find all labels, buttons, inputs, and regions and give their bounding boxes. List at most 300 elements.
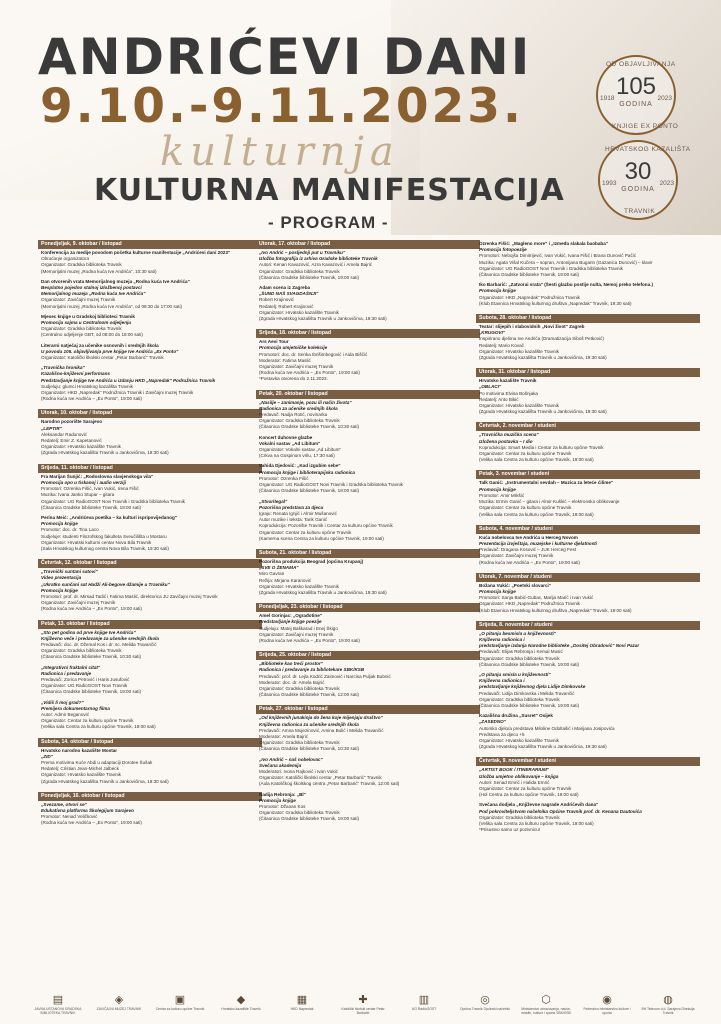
event-line: Organizator: UG RadioGOST Novi Travnik i Gradska biblioteka Travnik bbox=[41, 498, 185, 504]
event-entry bbox=[256, 338, 480, 385]
event-line: Sudjeluju: Matej Baškarad i Enej Škigo bbox=[259, 625, 338, 631]
event-line: Redatelj: Cristian Jean-Michel Jalbeck bbox=[41, 766, 119, 772]
sponsor-caption: ZAVIČAJNI MUZEJ TRAVNIK bbox=[96, 1007, 142, 1011]
event-line: (Čitaonica Gradske biblioteke Travnik, 18:00 sati) bbox=[259, 488, 360, 494]
event-line: Aleksandar Radunović bbox=[41, 431, 87, 437]
event-entry bbox=[38, 801, 262, 830]
sponsor-logo bbox=[91, 994, 147, 1011]
event-line: Organizator: Gradska biblioteka Travnik bbox=[259, 740, 340, 746]
sponsor-logo bbox=[30, 994, 86, 1015]
event-line: (Rodna kuća Ive Andrića – „Ex Ponto", 19:00 sati) bbox=[259, 637, 360, 643]
event-line: „Ukratko sunčani sat Hadži Ali-begove džamije u Travniku" bbox=[41, 581, 170, 587]
event-line: „Travnička hronika" bbox=[41, 365, 85, 371]
day-header: Subota, 4. novembar / studeni bbox=[476, 525, 700, 534]
day-section bbox=[38, 240, 262, 405]
event-line: „Vidiš li moj grad?" bbox=[41, 699, 84, 705]
event-entry bbox=[476, 240, 700, 281]
event-line: Organizator: Hrvatsko kazalište Travnik bbox=[259, 583, 339, 589]
event-line: (Zgrada Hrvatskog kazališta Travnik u Jankovićima, 19:30 sati) bbox=[479, 355, 607, 361]
event-line: Redatelj: Mario Kovač bbox=[479, 342, 524, 348]
event-line: Kazališno-književni performans bbox=[41, 371, 110, 377]
event-line: Radionica i predavanje za bibliotekare SBK/KSB bbox=[259, 667, 365, 673]
event-entry bbox=[476, 630, 700, 671]
event-line: Predstava za djecu +5 bbox=[479, 731, 525, 737]
sponsor-caption: Federalno ministarstvo kulture i sporta bbox=[583, 1007, 631, 1015]
sponsor-logo bbox=[579, 994, 635, 1015]
event-line: (Rodna kuća Ive Andrića – „Ex Ponto", 19:00 sati) bbox=[259, 370, 360, 376]
event-line: Organizator: Gradska biblioteka Travnik bbox=[479, 814, 560, 820]
day-section bbox=[256, 651, 480, 701]
event-line: Organizator: Hrvatsko kazalište Travnik bbox=[41, 444, 121, 450]
anniversary-badge-105 bbox=[596, 55, 679, 135]
event-line: (Kamerna scena Centra za kulturu općine Travnik, 19:00 sati) bbox=[259, 535, 384, 541]
event-line: Predstavljanje knjige Ive Andrića u izdanju HKD „Napredak" Podružnica Travnik bbox=[41, 377, 216, 383]
day-header: Utorak, 10. oktobar / listopad bbox=[38, 409, 262, 418]
event-line: (Memorijalni muzej „Rodna kuća Ive Andrića", od 09:30 do 17:00 sati) bbox=[41, 303, 183, 309]
event-line: Predavač: Dragana Kosović – JUK Herceg Fest bbox=[479, 547, 577, 553]
event-line: Književno veče i predavanje za učenike srednjih škola bbox=[41, 635, 159, 641]
event-line: Pozorišna predstava za djecu bbox=[259, 504, 324, 510]
event-line: Sudjeluje: studenti Filozofskog fakulteta Sveučilišta u Mostaru bbox=[41, 533, 167, 539]
event-line: Organizator: Hrvatsko kazalište Travnik bbox=[479, 348, 559, 354]
program-label: - PROGRAM - bbox=[268, 213, 389, 232]
event-line: (Rodna kuća Ive Andrića – „Ex Ponto", 19:00 sati) bbox=[41, 820, 142, 826]
event-line: Promocija opo u tiskanoj i audio verziji bbox=[41, 479, 127, 485]
event-line: „Stvoritegal" bbox=[259, 498, 288, 504]
event-line: Redatelj: Anto Bikić bbox=[479, 396, 519, 402]
event-line: „Ivo Andrić – naš nobelovac" bbox=[259, 756, 323, 762]
event-line: Organizator: Gradska biblioteka Travnik bbox=[479, 655, 560, 661]
event-entry bbox=[256, 756, 480, 791]
program-column-3 bbox=[476, 240, 700, 840]
event-line: Organizator: Zavičajni muzej Travnik bbox=[41, 600, 116, 606]
event-line: (Čitaonica Gradske biblioteke Travnik, 19:00 sati) bbox=[259, 274, 360, 280]
event-line: (Zgrada Hrvatskog kazališta Travnik u Jankovićima, 19:30 sati) bbox=[259, 316, 387, 322]
event-line: Autor muzike i teksta: Tarik Ganić bbox=[259, 517, 328, 523]
sponsor-caption: Katolički školski centar Petar Barbarić bbox=[341, 1007, 385, 1015]
event-line: (Zgrada Hrvatskog kazališta Travnik u Jankovićima, 19:30 sati) bbox=[479, 744, 607, 750]
event-line: Organizator: Gradska biblioteka Travnik bbox=[41, 262, 122, 268]
subtitle: KULTURNA MANIFESTACIJA bbox=[94, 173, 565, 208]
sponsor-footer bbox=[0, 994, 721, 1024]
event-entry bbox=[476, 766, 700, 801]
sponsor-emblem-icon: ▥ bbox=[418, 994, 430, 1006]
day-header: Petak, 13. oktobar / listopad bbox=[38, 620, 262, 629]
event-line: Redatelj: Robert Krajinović bbox=[259, 303, 314, 309]
event-line: Moderator: Amela Bajrić bbox=[259, 733, 309, 739]
event-line: Ozrenka Fišić: „Magleno more" i „Izmeđa slakala baobaba" bbox=[479, 241, 608, 246]
event-line: „SVE O ŽENAMA" bbox=[259, 565, 299, 571]
sponsor-logo bbox=[518, 994, 574, 1015]
sponsor-caption: JAVNA USTANOVA GRADSKA BIBLIOTEKA TRAVNIK bbox=[34, 1007, 82, 1015]
event-line: Organizator: Katolički školski centar „Petar Barbarić" Travnik bbox=[41, 355, 164, 361]
event-line: Edukativna platforma Školegijum Sarajevo bbox=[41, 808, 134, 814]
event-entry bbox=[38, 278, 262, 313]
sponsor-logo bbox=[213, 994, 269, 1011]
sponsor-emblem-icon: ▦ bbox=[296, 994, 308, 1006]
event-line: Režija: Mirjana Karanović bbox=[259, 577, 312, 583]
event-line: „O pitanju besmisla u književnosti" bbox=[479, 630, 556, 636]
event-line: (Velika sala Centra za kulturu općine Travnik, 19:00 sati) bbox=[41, 724, 156, 730]
event-line: Konferencija za medije povodom početka kulturne manifestacije „Andrićevi dani 2023" bbox=[41, 250, 231, 255]
sponsor-emblem-icon: ◎ bbox=[480, 994, 490, 1006]
badge-year-right: 2023 bbox=[659, 180, 674, 187]
event-line: Organizator: Katolički školski centar „Petar Barbarić" Travnik bbox=[259, 775, 382, 781]
sponsor-emblem-icon: ◈ bbox=[114, 994, 124, 1006]
event-line: (Čitaonica Gradske biblioteke Travnik, 19:00 sati) bbox=[41, 689, 142, 695]
event-line: (Čitaonica Gradske biblioteke Travnik, 19:00 sati) bbox=[259, 816, 360, 822]
day-header: Subota, 21. oktobar / listopad bbox=[256, 549, 480, 558]
sponsor-logo bbox=[274, 994, 330, 1011]
badge-number: 30 bbox=[624, 158, 652, 185]
event-entry bbox=[38, 313, 262, 342]
day-section bbox=[476, 757, 700, 836]
event-line: Koprodukcija: Pozorište Travnik i Centar za kulturu općine Travnik bbox=[259, 523, 393, 529]
event-line: Organizator: Centar za kulturu općine Travnik bbox=[479, 451, 572, 457]
event-line: (Rodna kuća Ive Andrića – „Ex Ponto", 19:00 sati) bbox=[479, 559, 580, 565]
event-entry bbox=[38, 514, 262, 555]
event-line: Obraćanje organizatora bbox=[41, 256, 90, 262]
event-line: (Klub Etavnica Hrvatskog kulturnog društva „Napredak" Travnik, 19:00 sati) bbox=[479, 607, 632, 613]
day-section bbox=[38, 792, 262, 830]
event-entry bbox=[256, 249, 480, 284]
event-line: Promotori: Nebojša Dimitrijević, Ivan Vukić, Ivana Fišić i Brana Dunović Pačić bbox=[479, 253, 637, 259]
day-header: Subota, 28. oktobar / listopad bbox=[476, 314, 700, 323]
event-line: (Sala Hrvatskog kulturnog centra Nova Bila Travnik, 19:30 sati) bbox=[41, 545, 169, 551]
sponsor-logo bbox=[457, 994, 513, 1011]
event-line: Promotori: Sanja Babić-Gubac, Marija Marić i Ivan Vukić bbox=[479, 595, 594, 601]
badge-number: 105 bbox=[615, 73, 657, 100]
sponsor-caption: Ministarstvo obrazovanja, nauke, mladih, kulture i sporta SBK/KSB bbox=[521, 1007, 571, 1015]
event-line: „Integrativni fraktalni citat" bbox=[41, 664, 101, 670]
event-entry bbox=[38, 473, 262, 514]
sponsor-emblem-icon: ◍ bbox=[663, 994, 673, 1006]
badge-arc-text: HRVATSKOG KAZALIŠTA bbox=[605, 146, 691, 153]
event-line: Izložena postavka – I dio bbox=[479, 438, 533, 444]
event-entry bbox=[38, 699, 262, 734]
event-line: Amel Gorinjac: „Ograđotine" bbox=[259, 613, 322, 619]
event-line: *Postavka otvorena do 2.11.2023. bbox=[259, 376, 328, 382]
event-line: Po motivima Elvisa Bošnjaka bbox=[479, 390, 538, 396]
event-line: (Crkva na Gospinom vrilu, 17:30 sati) bbox=[259, 453, 335, 459]
event-line: Organizator: Hrvatsko kazalište Travnik bbox=[41, 772, 121, 778]
event-entry bbox=[476, 582, 700, 617]
event-entry bbox=[476, 431, 700, 466]
event-line: Vahida Djedović: „Kad izgubim sebe" bbox=[259, 463, 341, 469]
event-line: Mjesec knjige u Gradskoj biblioteci Travnik bbox=[41, 313, 135, 319]
event-line: Autori: Kenan Kavazović, Azra Kavazović i Amela Bajrić bbox=[259, 262, 373, 268]
program-column-2 bbox=[256, 240, 480, 830]
sponsor-emblem-icon: ✚ bbox=[358, 994, 368, 1006]
event-line: Moderatori: Ivona Rajković i Ivan Vukić bbox=[259, 769, 338, 774]
day-section bbox=[38, 620, 262, 734]
event-line: Prema motivima Kuće Abdi u adaptaciji Dorotee Šušak bbox=[41, 760, 153, 765]
day-header: Srijeda, 18. oktobar / listopad bbox=[256, 329, 480, 338]
sponsor-logo bbox=[152, 994, 208, 1011]
event-line: Teatar: slijepih i slabovidnih „Novi život" Zagreb bbox=[479, 324, 585, 330]
event-line: Pod pokroviteljstvom načelnika Općine Travnik prof. dr. Kenana Dautovića bbox=[479, 808, 642, 814]
sponsor-emblem-icon: ▤ bbox=[52, 994, 64, 1006]
event-line: Redatelj: Emir Z. Kapetanović bbox=[41, 438, 102, 444]
day-section bbox=[256, 603, 480, 647]
event-line: Koncert duhovne glazbe bbox=[259, 434, 313, 440]
event-line: Organizator: UG RadioGOST Novi Travnik bbox=[41, 683, 128, 689]
event-line: (Memorijalni muzej „Rodna kuća Ive Andrića", 10:30 sati) bbox=[41, 268, 157, 274]
sponsor-emblem-icon: ⬡ bbox=[541, 994, 551, 1006]
event-line: Moderator: doc. dr. Amela Bajrić bbox=[259, 679, 325, 685]
event-line: Autorsko djelo/a predstava Miloline Odoltašić i Marijana Josipovića bbox=[479, 725, 615, 731]
sponsor-caption: BH Telecom d.d. Sarajevo Direkcija Travnik bbox=[641, 1007, 695, 1015]
event-line: Hrvatsko kazalište Travnik bbox=[479, 378, 537, 384]
day-section bbox=[476, 470, 700, 520]
event-line: Igraju: Renata Ignjić i Almir Mušanović bbox=[259, 510, 337, 516]
event-line: Koprodukcija: Smart Media i Centar za kulturu općine Travnik bbox=[479, 444, 604, 450]
event-line: (Velika sala Centra za kulturu općine Travnik, 19:00 sati) bbox=[479, 821, 594, 827]
event-line: Memorijalnog muzeja „Rodna kuća Ive Andrića" bbox=[41, 291, 146, 297]
event-line: (Klub Etavnica Hrvatskog kulturnog društva „Napredak" Travnik, 19:30 sati) bbox=[479, 300, 632, 306]
day-header: Petak, 3. novembar / studeni bbox=[476, 470, 700, 479]
event-line: Radionica za učenike srednjih škola bbox=[259, 405, 338, 411]
badge-bottom-text: TRAVNIK bbox=[624, 208, 656, 215]
event-line: Prezentacija izvještaja, muzejske i kulturne djelatnosti bbox=[479, 540, 597, 546]
event-entry bbox=[256, 558, 480, 599]
event-entry bbox=[38, 568, 262, 615]
event-line: (Čitaonica Gradske biblioteke Travnik, 10:30 sati) bbox=[259, 746, 360, 752]
day-section bbox=[256, 549, 480, 599]
event-line: Predavači: Amna Mujezinović, Amina Bulić i Melida Travančić bbox=[259, 727, 384, 733]
event-line: Božana Vukić: „Poetski slovarci" bbox=[479, 582, 551, 588]
sponsor-logo bbox=[396, 994, 452, 1011]
day-section bbox=[256, 705, 480, 825]
event-entry bbox=[476, 712, 700, 753]
day-header: Ponedjeljak, 9. oktobar / listopad bbox=[38, 240, 262, 249]
event-entry bbox=[38, 342, 262, 365]
event-line: Organizator: Centar za kulturu općine Travnik bbox=[479, 786, 572, 791]
event-line: Promotor: doc. dr. Tina Laco bbox=[41, 527, 99, 533]
event-line: Organizator: Centar za kulturu općine Travnik bbox=[479, 505, 572, 511]
event-line: Nadija Rebronja: „Bl" bbox=[259, 791, 306, 797]
event-line: „ZASEDNO" bbox=[479, 719, 506, 725]
event-line: „Od književnih junakinja do žena koje mijenjaju društvo" bbox=[259, 715, 383, 721]
sponsor-logo bbox=[335, 994, 391, 1015]
event-line: Promotor: Amir Mrkšić bbox=[479, 492, 525, 498]
event-line: Organizator: Zavičajni muzej Travnik bbox=[41, 297, 116, 303]
event-line: „Svezame, otvori se" bbox=[41, 801, 87, 807]
event-line: „KRUGOVI" bbox=[479, 330, 505, 336]
event-line: Perina Meić: „Andrićeva poetika – ka kulturi ispripovijedanog" bbox=[41, 514, 177, 520]
day-section bbox=[476, 573, 700, 617]
event-line: Promotori: doc. dr. Senka Ibrišimbegović i Aida Biščić bbox=[259, 351, 368, 357]
anniversary-badge-30 bbox=[598, 140, 691, 220]
event-entry bbox=[38, 747, 262, 788]
event-line: Literarni natječaj za učenike osnovnih i srednjih škola bbox=[41, 342, 159, 348]
event-line: Predavači: doc. dr. Džemal Kos i dr. sc. Melida Travančić bbox=[41, 641, 157, 647]
event-line: Inspirirano djelima Ive Andrića (Dramatizacija Siboš Petković) bbox=[479, 336, 604, 342]
badge-label: GODINA bbox=[619, 101, 653, 108]
event-line: Miro Gavran bbox=[259, 571, 285, 577]
badge-arc-text: OD OBJAVLJIVANJA bbox=[606, 61, 676, 68]
event-line: Organizator: HKD „Napredak" Podružnica Travnik bbox=[479, 601, 580, 607]
event-entry bbox=[476, 801, 700, 836]
event-line: (Velika sala Centra za kulturu općine Travnik, 19:00 sati) bbox=[479, 511, 594, 517]
event-line: Moderator: Fatima Maslić bbox=[259, 357, 311, 363]
event-line: Video prezentacija bbox=[41, 575, 82, 581]
event-entry bbox=[256, 612, 480, 647]
event-line: Književna radionica za učenike srednjih škola bbox=[259, 721, 359, 727]
event-entry bbox=[256, 791, 480, 826]
event-entry bbox=[476, 534, 700, 569]
event-entry bbox=[476, 671, 700, 712]
day-section bbox=[476, 240, 700, 310]
event-entry bbox=[256, 284, 480, 325]
event-line: Predavači: Elijas Rebronja i Kemal Musić bbox=[479, 649, 563, 655]
event-line: Književna radionica i bbox=[479, 678, 525, 684]
day-header: Četvrtak, 2. novembar / studeni bbox=[476, 422, 700, 431]
event-entry bbox=[256, 660, 480, 701]
event-line: (Hol Centra za kulturu općine Travnik, 19:00 sati) bbox=[479, 792, 579, 798]
event-line: Organizator: Gradska biblioteka Travnik bbox=[259, 418, 340, 424]
event-line: Organizator: Zavičajni muzej Travnik bbox=[479, 553, 554, 559]
event-line: Svečana akademija bbox=[259, 762, 302, 768]
event-line: Organizator: Gradska biblioteka Travnik bbox=[259, 268, 340, 274]
event-line: Predavači: prof. dr. Lejla Kodrić Zaimović i Narcisa Puljak Bubnić bbox=[259, 673, 391, 679]
day-section bbox=[256, 329, 480, 385]
event-line: (Centralno odjeljenje GBT, od 08:00 do 18:00 sati) bbox=[41, 332, 143, 338]
event-line: Izložba umjetno oblikovanje – knjiga bbox=[479, 773, 559, 779]
event-entry bbox=[476, 323, 700, 364]
event-line: Organizator: Zavičajni muzej Travnik bbox=[259, 631, 334, 637]
day-header: Petak, 27. oktobar / listopad bbox=[256, 705, 480, 714]
day-header: Utorak, 7. novembar / studeni bbox=[476, 573, 700, 582]
sponsor-emblem-icon: ▣ bbox=[174, 994, 186, 1006]
event-entry bbox=[38, 418, 262, 459]
event-line: Talk Ganić: „Instrumentalni sevdah – Muzica za leteće ćilime" bbox=[479, 480, 614, 486]
event-line: Izložba fotografija iz arhiva Gradske biblioteke Travnik bbox=[259, 256, 378, 262]
event-line: Autor: Admir Beganović bbox=[41, 711, 90, 717]
event-line: predstavljanje književnog djela Lidije Dimkovske bbox=[479, 684, 586, 690]
day-section bbox=[476, 368, 700, 418]
event-line: Sudjeluju: glumci Hrvatskog kazališta Travnik bbox=[41, 383, 133, 389]
event-line: (Velika sala Centra za kulturu općine Travnik, 19:00 sati) bbox=[479, 457, 594, 463]
event-line: Promocija knjige bbox=[479, 486, 516, 492]
sponsor-caption: UG RadioGOST bbox=[411, 1007, 437, 1011]
event-line: „ZID" bbox=[41, 753, 53, 759]
sponsor-emblem-icon: ◉ bbox=[602, 994, 612, 1006]
event-line: Promocija fotopoezije bbox=[479, 247, 527, 253]
badge-year-left: 1918 bbox=[600, 95, 615, 102]
event-line: predstavljanje izdanja Narodne biblioteke „Dositej Obradović" Novi Pazar bbox=[479, 643, 640, 649]
event-line: „ARTIST BOOK / ITINERARIUM" bbox=[479, 767, 549, 773]
event-line: „Biblioteke kao treći prostor" bbox=[259, 661, 323, 667]
event-line: Vokalni sastav „Ad Libitum" bbox=[259, 440, 321, 446]
event-line: „Travnički suntani satovi" bbox=[41, 569, 98, 575]
day-section bbox=[476, 314, 700, 364]
event-line: Organizator: UG RadioGOST Novi Travnik i Gradska biblioteka Travnik bbox=[479, 265, 623, 271]
badge-label: GODINA bbox=[621, 186, 655, 193]
event-line: (Zgrada Hrvatskog kazališta Travnik u Jankovićima, 19:30 sati) bbox=[259, 589, 387, 595]
day-section bbox=[38, 559, 262, 615]
event-line: „O pitanju smisla u književnosti" bbox=[479, 671, 551, 677]
event-line: Pozorišna produkcija Beograd (općina Krupanj) bbox=[259, 558, 364, 564]
event-line: Ars Aevi Tour bbox=[259, 339, 289, 345]
day-section bbox=[476, 525, 700, 569]
event-entry bbox=[476, 281, 700, 310]
event-line: Organizator: Gradska biblioteka Travnik bbox=[259, 685, 340, 691]
event-line: Besplatno pojedno stalnoj izložbenoj postavci bbox=[41, 285, 142, 291]
event-line: Promocija knjige bbox=[479, 588, 516, 594]
day-header: Srijeda, 11. oktobar / listopad bbox=[38, 464, 262, 473]
event-line: Iko Barbarić: „Zatvorai vrata" (Šesti glazbu postije nulta, Nemoj preko telefona.) bbox=[479, 282, 653, 288]
badge-year-right: 2023 bbox=[657, 95, 672, 102]
event-line: Predavači: Lidija Dimkovska i Melida Travančić bbox=[479, 690, 575, 696]
event-line: Promocija knjige bbox=[41, 587, 78, 593]
event-line: Organizator: Hrvatsko kazalište Travnik bbox=[479, 737, 559, 743]
event-line: Fra Marijan Šunjić: „Rodoslovna slavjenskoga vila" bbox=[41, 473, 154, 479]
event-entry bbox=[256, 498, 480, 545]
event-line: Muzika: Ermin Ganić – gitara i Almir Kuškić – elektronsko oblikovanje bbox=[479, 499, 620, 505]
event-line: „LEPTIR" bbox=[41, 425, 62, 431]
day-header: Utorak, 31. oktobar / listopad bbox=[476, 368, 700, 377]
event-line: (Čitaonica Gradske biblioteke Travnik, 18:00 sati) bbox=[41, 504, 142, 510]
event-line: Organizator: Gradska biblioteka Travnik bbox=[259, 810, 340, 816]
event-line: „OBLACI" bbox=[479, 384, 502, 390]
event-line: „Ivo Andrić – posljednji put u Travniku" bbox=[259, 250, 346, 255]
event-line: (Zgrada Hrvatskog kazališta Travnik u Jankovićima, 19:30 sati) bbox=[41, 778, 169, 784]
main-title: ANDRIĆEVI DANI bbox=[38, 28, 532, 86]
event-line: Predavači: Zorica Petrović i Haris Jusufović bbox=[41, 676, 130, 682]
sponsor-caption: Hrvatsko kazalište Travnik bbox=[221, 1007, 261, 1011]
event-line: „Sto pet godina od prve knjige Ive Andrića" bbox=[41, 629, 136, 635]
day-header: Srijeda, 25. oktobar / listopad bbox=[256, 651, 480, 660]
event-line: Organizator: HKD „Napredak" Podružnica Travnik bbox=[479, 294, 580, 300]
sponsor-caption: Općina Travnik Općinski načelnik bbox=[460, 1007, 510, 1011]
event-line: Muzika: Ivana Janko Stupar – gitara bbox=[41, 492, 115, 498]
day-section bbox=[256, 240, 480, 325]
sponsor-caption: Centar za kulturu općine Travnik bbox=[155, 1007, 205, 1011]
event-line: (Zgrada Hrvatskog kazališta Travnik u Jankovićima, 19:30 sati) bbox=[479, 409, 607, 415]
event-entry bbox=[38, 664, 262, 699]
event-line: Narodno pozorište Sarajevo bbox=[41, 419, 103, 425]
event-entry bbox=[38, 249, 262, 278]
event-line: Promocija knjige i biblioterapijska radionica bbox=[259, 469, 355, 475]
event-line: Promocija knjige bbox=[479, 288, 516, 294]
event-line: Organizator: Hrvatski kulturni centar Nova Bila Travnik bbox=[41, 539, 152, 545]
event-line: (Rodna kuća Ive Andrića – „Ex Ponto", 19:00 sati) bbox=[41, 606, 142, 612]
event-line: „Travnička muzička scena" bbox=[479, 432, 539, 438]
event-line: Organizator: Gradska biblioteka Travnik bbox=[41, 648, 122, 654]
event-line: Organizator: Vokalni sastav „Ad Libitum" bbox=[259, 447, 342, 453]
day-section bbox=[256, 390, 480, 545]
event-line: Promocija knjige bbox=[41, 521, 78, 527]
event-entry bbox=[256, 399, 480, 434]
event-line: Promocija umjetničke kolekcije bbox=[259, 345, 328, 351]
day-section bbox=[38, 409, 262, 459]
sponsor-logo bbox=[640, 994, 696, 1015]
day-header: Subota, 14. oktobar / listopad bbox=[38, 738, 262, 747]
day-header: Petak, 20. oktobar / listopad bbox=[256, 390, 480, 399]
event-line: (Čitaonica Gradske biblioteke Travnik, 19:00 sati) bbox=[479, 702, 580, 708]
day-section bbox=[38, 738, 262, 788]
event-line: U povodu 105. objavljivanja prve knjige Ive Andrića „Ex Ponto" bbox=[41, 348, 179, 354]
day-section bbox=[476, 422, 700, 466]
day-header: Srijeda, 8. novembar / studeni bbox=[476, 621, 700, 630]
event-line: Organizator: Gradska biblioteka Travnik bbox=[41, 326, 122, 332]
event-line: Predstavljanje knjige poezije bbox=[259, 619, 322, 625]
event-line: Promotor: Ozrenka Fišić bbox=[259, 475, 309, 481]
event-line: Svečana dodjela „Književne nagrade Andrićevih dana" bbox=[479, 802, 599, 808]
event-entry bbox=[256, 462, 480, 497]
day-section bbox=[38, 464, 262, 555]
